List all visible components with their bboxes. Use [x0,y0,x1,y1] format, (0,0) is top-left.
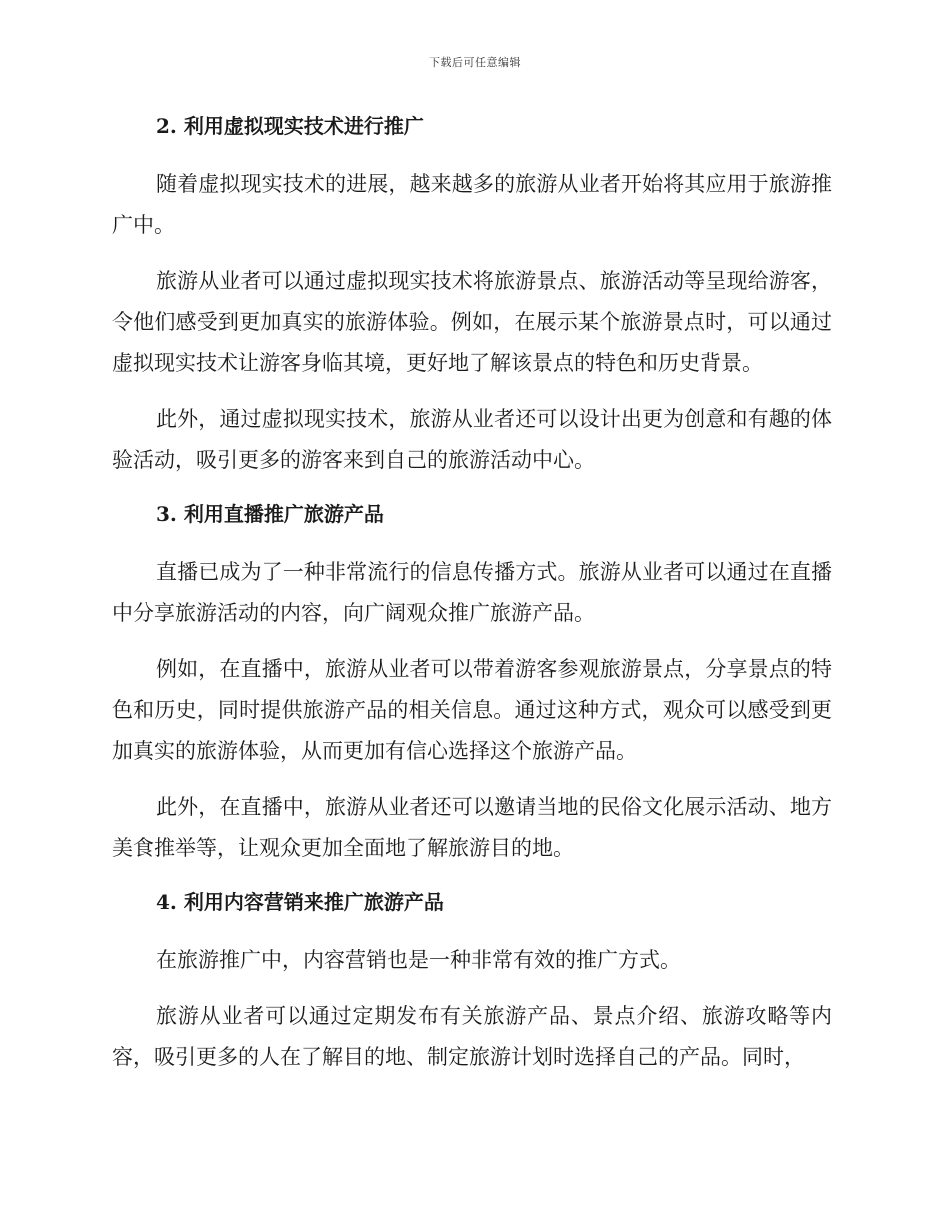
page-header-note: 下载后可任意编辑 [429,56,521,69]
paragraph: 旅游从业者可以通过虚拟现实技术将旅游景点、旅游活动等呈现给游客，令他们感受到更加真实的旅游体验。例如，在展示某个旅游景点时，可以通过虚拟现实技术让游客身临其境，更好地了解该景点的特色和历史背景。 [112,269,832,375]
paragraph: 此外，在直播中，旅游从业者还可以邀请当地的民俗文化展示活动、地方美食推举等，让观众更加全面地了解旅游目的地。 [112,795,832,860]
paragraph: 在旅游推广中，内容营销也是一种非常有效的推广方式。 [156,948,681,972]
section-heading-4: 4. 利用内容营销来推广旅游产品 [156,890,444,914]
paragraph: 此外，通过虚拟现实技术，旅游从业者还可以设计出更为创意和有趣的体验活动，吸引更多的游客来到自己的旅游活动中心。 [112,407,832,472]
document-body [112,108,832,1078]
paragraph: 例如，在直播中，旅游从业者可以带着游客参观旅游景点，分享景点的特色和历史，同时提供旅游产品的相关信息。通过这种方式，观众可以感受到更加真实的旅游体验，从而更加有信心选择这个旅游产品。 [112,657,832,763]
paragraph: 旅游从业者可以通过定期发布有关旅游产品、景点介绍、旅游攻略等内容，吸引更多的人在了解目的地、制定旅游计划时选择自己的产品。同时， [112,1004,832,1069]
paragraph: 直播已成为了一种非常流行的信息传播方式。旅游从业者可以通过在直播中分享旅游活动的内容，向广阔观众推广旅游产品。 [112,560,832,625]
paragraph: 随着虚拟现实技术的进展，越来越多的旅游从业者开始将其应用于旅游推广中。 [112,172,832,237]
section-heading-2: 2. 利用虚拟现实技术进行推广 [156,114,424,138]
section-heading-3: 3. 利用直播推广旅游产品 [156,502,384,526]
